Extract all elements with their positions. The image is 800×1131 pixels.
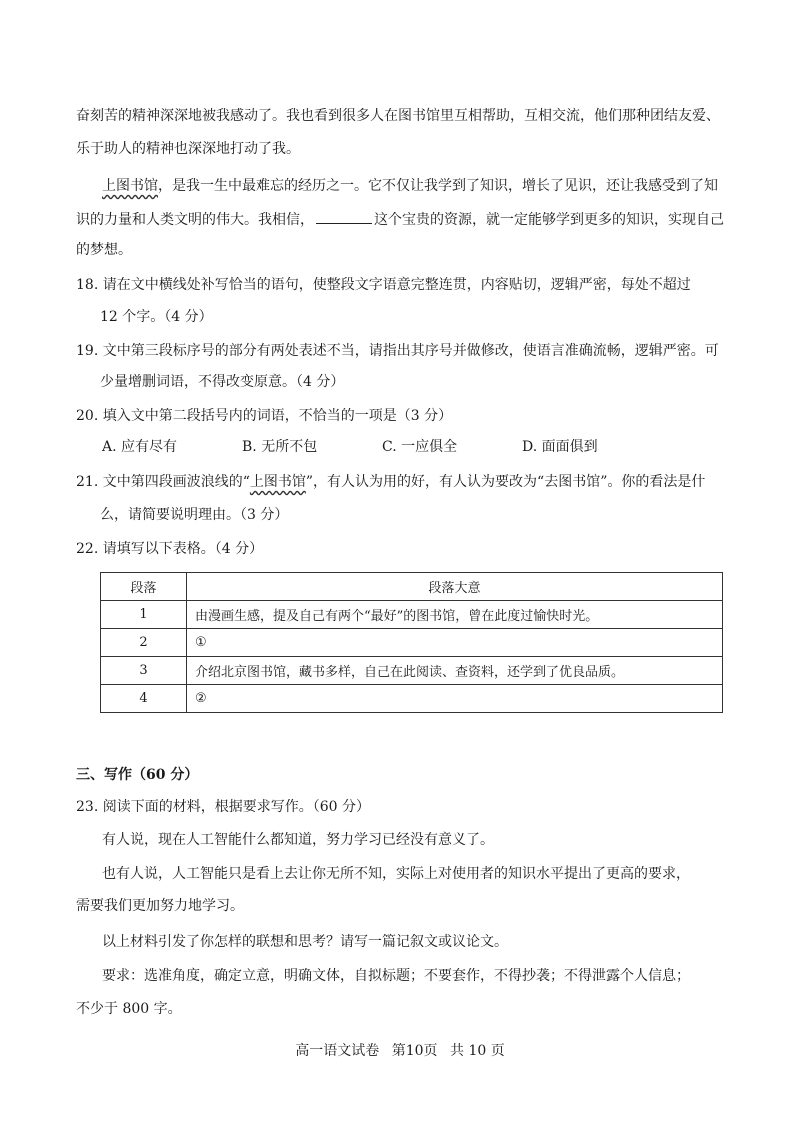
material-2-cont: 需要我们更加努力地学习。 (76, 898, 244, 914)
table-cell: 4 (101, 685, 187, 713)
passage-line: 奋刻苦的精神深深地被我感动了。我也看到很多人在图书馆里互相帮助，互相交流，他们那种团结友爱、 (76, 108, 720, 124)
passage-line: 的梦想。 (76, 242, 132, 258)
option-b: B. 无所不包 (242, 439, 318, 455)
header-summary: 段落大意 (187, 573, 723, 601)
fill-in-blank (316, 209, 372, 224)
question-18-cont: 12 个字。（4 分） (100, 309, 213, 325)
writing-requirements-cont: 不少于 800 字。 (76, 1001, 182, 1017)
option-a: A. 应有尽有 (102, 439, 178, 455)
wavy-underlined-phrase: 上图书馆 (249, 474, 306, 490)
passage-text: 这个宝贵的资源，就一定能够学到更多的知识，实现自己 (374, 212, 724, 228)
passage-line: 乐于助人的精神也深深地打动了我。 (76, 141, 300, 157)
table-row (101, 657, 723, 685)
table-row (101, 685, 723, 713)
option-d: D. 面面俱到 (522, 439, 598, 455)
question-21 (76, 472, 705, 492)
question-20-options (102, 437, 662, 457)
material-2: 也有人说，人工智能只是看上去让你无所不知，实际上对使用者的知识水平提出了更高的要求， (102, 866, 690, 882)
table-cell: 由漫画生感，提及自己有两个“最好”的图书馆，曾在此度过愉快时光。 (187, 601, 723, 629)
paragraph-summary-table (100, 572, 723, 713)
passage-line (76, 209, 724, 230)
question-text: ”，有人认为用的好，有人认为要改为“去图书馆”。你的看法是什 (305, 474, 706, 490)
passage-paragraph-4 (102, 176, 718, 196)
answer-blank-2: ② (187, 685, 723, 713)
table-row (101, 601, 723, 629)
question-20: 20. 填入文中第二段括号内的词语，不恰当的一项是（3 分） (76, 408, 453, 424)
table-row (101, 629, 723, 657)
question-18: 18. 请在文中横线处补写恰当的语句，使整段文字语意完整连贯，内容贴切，逻辑严密，每处不超过 (76, 277, 691, 293)
question-19: 19. 文中第三段标序号的部分有两处表述不当，请指出其序号并做修改，使语言准确流畅，逻辑严密。可 (76, 343, 719, 359)
writing-prompt: 以上材料引发了你怎样的联想和思考？请写一篇记叙文或议论文。 (102, 934, 508, 950)
table-cell: 1 (101, 601, 187, 629)
wavy-underlined-phrase: 上图书馆 (102, 178, 158, 194)
footer-total-pages: 共 10 页 (450, 1043, 505, 1059)
answer-blank-1: ① (187, 629, 723, 657)
table-cell: 2 (101, 629, 187, 657)
table-cell: 3 (101, 657, 187, 685)
option-c: C. 一应俱全 (382, 439, 458, 455)
question-19-cont: 少量增删词语，不得改变原意。（4 分） (100, 374, 345, 390)
passage-text: ，是我一生中最难忘的经历之一。它不仅让我学到了知识，增长了见识，还让我感受到了知 (158, 178, 718, 194)
question-22: 22. 请填写以下表格。（4 分） (76, 541, 264, 557)
question-21-cont: 么，请简要说明理由。（3 分） (100, 507, 289, 523)
question-23: 23. 阅读下面的材料，根据要求写作。（60 分） (76, 799, 370, 815)
table-header-row (101, 573, 723, 601)
writing-requirements: 要求：选准角度，确定立意，明确文体，自拟标题；不要套作，不得抄袭；不得泄露个人信息； (102, 968, 690, 984)
page-footer (0, 1040, 800, 1060)
footer-page-number: 第10页 (391, 1043, 438, 1059)
material-1: 有人说，现在人工智能什么都知道，努力学习已经没有意义了。 (102, 832, 494, 848)
table-cell: 介绍北京图书馆，藏书多样，自己在此阅读、查资料，还学到了优良品质。 (187, 657, 723, 685)
header-paragraph: 段落 (101, 573, 187, 601)
footer-exam-title: 高一语文试卷 (295, 1043, 380, 1059)
question-text: 21. 文中第四段画波浪线的“ (76, 474, 250, 490)
passage-text: 识的力量和人类文明的伟大。我相信， (76, 212, 314, 228)
section-title-writing: 三、写作（60 分） (76, 767, 199, 783)
